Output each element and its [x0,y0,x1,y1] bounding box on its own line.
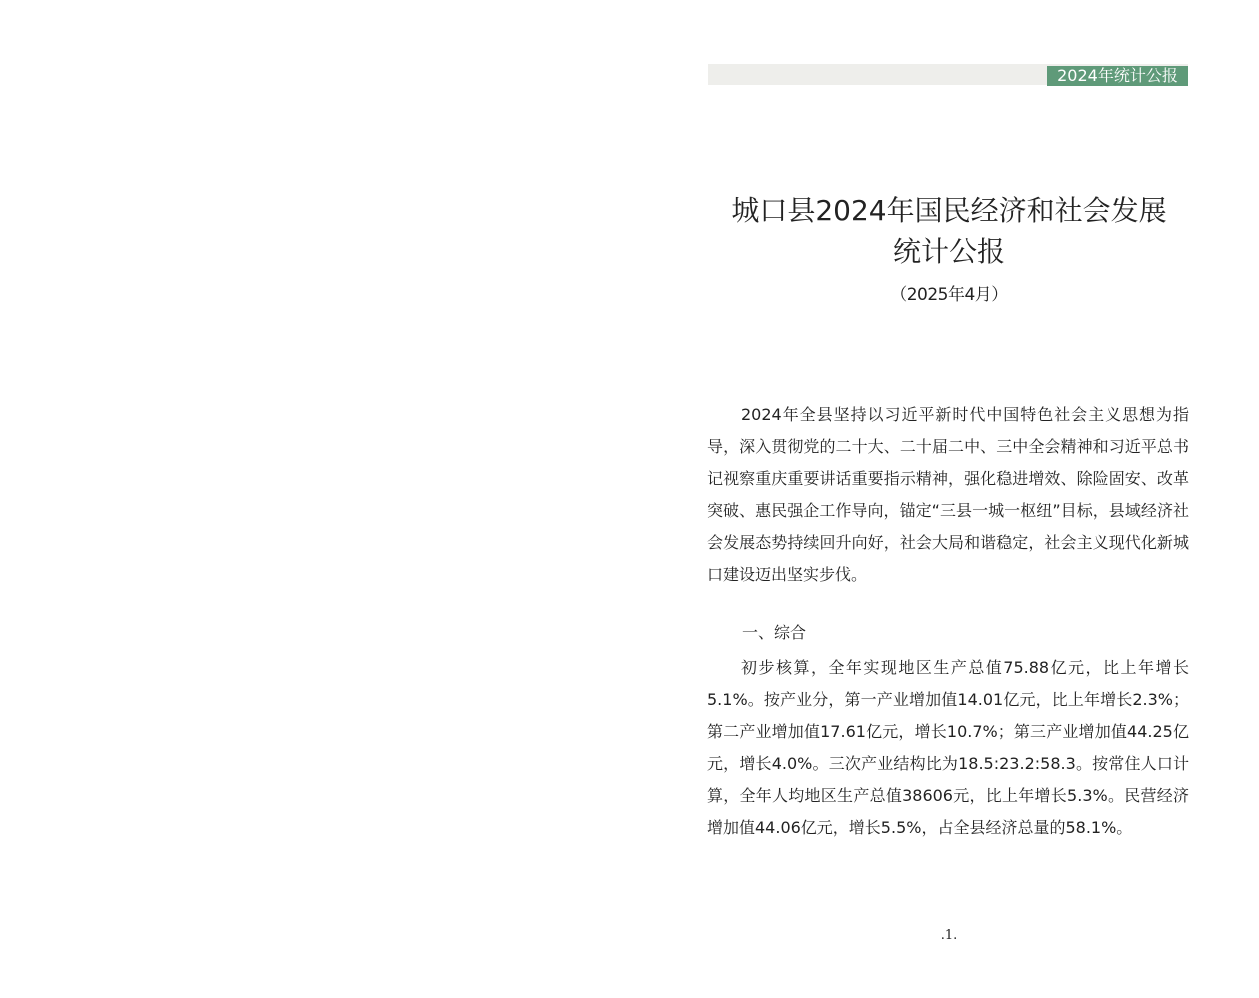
intro-paragraph: 2024年全县坚持以习近平新时代中国特色社会主义思想为指导，深入贯彻党的二十大、二十届二中、三中全会精神和习近平总书记视察重庆重要讲话重要指示精神，强化稳进增效、除险固安、改革突破、惠民强企工作导向，锚定“三县一城一枢纽”目标，县域经济社会发展态势持续回升向好，社会大局和谐稳定，社会主义现代化新城口建设迈出坚实步伐。 [707,405,1189,584]
page-number: .1. [940,928,958,943]
document-title [708,190,1190,272]
header-label: 2024年统计公报 [1047,66,1188,86]
title-line-2: 统计公报 [892,235,1005,268]
section-heading-overview: 一、综合 [742,623,807,642]
title-line-1: 城口县2024年国民经济和社会发展 [731,194,1167,227]
overview-paragraph: 初步核算，全年实现地区生产总值75.88亿元，比上年增长5.1%。按产业分，第一产业增加值14.01亿元，比上年增长2.3%；第二产业增加值17.61亿元，增长10.7%；第三产业增加值44.25亿元，增长4.0%。三次产业结构比为18.5:23.2:58.3。按常住人口计算，全年人均地区生产总值38606元，比上年增长5.3%。民营经济增加值44.06亿元，增长5.5%，占全县经济总量的58.1%。 [707,658,1189,837]
publication-date: （2025年4月） [890,285,1008,305]
